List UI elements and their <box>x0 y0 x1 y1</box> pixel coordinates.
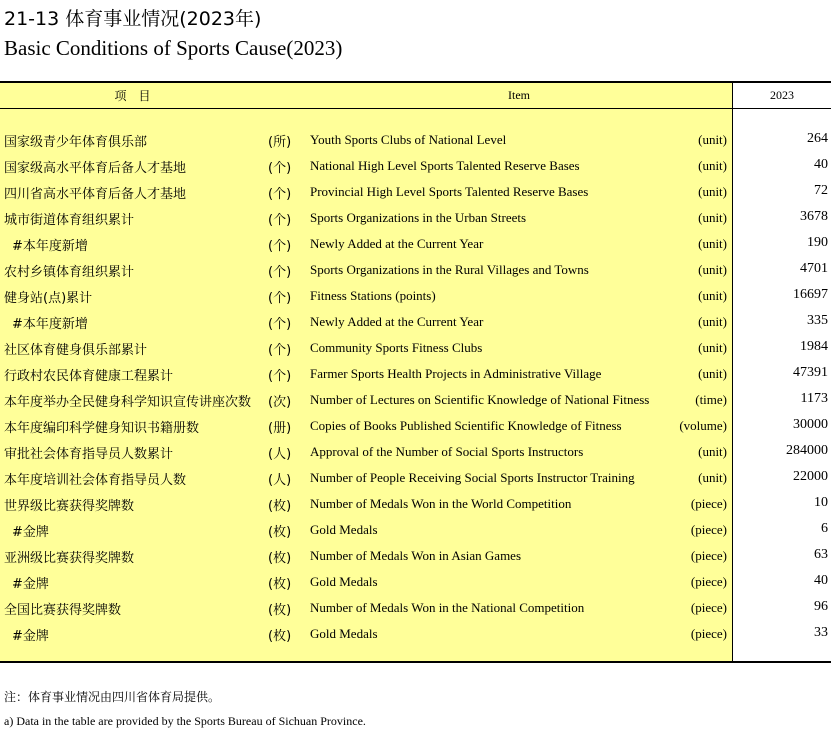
unit-cn: (所) <box>268 135 292 150</box>
item-name-cn: 社区体育健身俱乐部累计 <box>4 343 148 358</box>
unit-en: (piece) <box>690 522 727 537</box>
item-name-cn: 审批社会体育指导员人数累计 <box>4 447 174 462</box>
value-2023: 1173 <box>800 391 828 406</box>
item-name-cn: 城市街道体育组织累计 <box>4 213 135 228</box>
value-2023: 63 <box>814 547 828 562</box>
value-2023: 72 <box>814 183 828 198</box>
value-2023: 284000 <box>786 443 828 458</box>
unit-cn: (枚) <box>268 499 292 514</box>
item-name-cn: 亚洲级比赛获得奖牌数 <box>4 551 135 566</box>
unit-en: (unit) <box>698 366 727 381</box>
unit-en: (time) <box>695 392 727 407</box>
value-2023: 6 <box>821 521 828 536</box>
table-row <box>0 360 831 386</box>
unit-en: (piece) <box>690 548 727 563</box>
item-name-en: Gold Medals <box>310 574 378 589</box>
unit-en: (unit) <box>698 262 727 277</box>
item-name-en: Number of Medals Won in the National Competition <box>310 600 585 615</box>
table-row <box>0 438 831 464</box>
value-2023: 47391 <box>793 365 828 380</box>
table-row <box>0 568 831 594</box>
unit-cn: (册) <box>268 421 292 436</box>
item-name-en: Copies of Books Published Scientific Knowledge of Fitness <box>310 418 622 433</box>
item-name-en: Community Sports Fitness Clubs <box>310 340 483 355</box>
table-row <box>0 126 831 152</box>
item-name-cn: 四川省高水平体育后备人才基地 <box>4 187 187 202</box>
item-name-en: Farmer Sports Health Projects in Administrative Village <box>310 366 602 381</box>
unit-cn: (个) <box>268 239 292 254</box>
item-name-cn: #本年度新增 <box>12 317 88 332</box>
table-row <box>0 282 831 308</box>
unit-en: (volume) <box>679 418 727 433</box>
item-name-en: Gold Medals <box>310 522 378 537</box>
unit-en: (unit) <box>698 288 727 303</box>
item-name-cn: 本年度举办全民健身科学知识宣传讲座次数 <box>4 395 252 410</box>
item-name-en: Sports Organizations in the Urban Streets <box>310 210 527 225</box>
value-2023: 190 <box>807 235 828 250</box>
item-name-en: Sports Organizations in the Rural Villages and Towns <box>310 262 589 277</box>
item-name-en: Newly Added at the Current Year <box>310 236 484 251</box>
page-title-en: Basic Conditions of Sports Cause(2023) <box>4 36 343 60</box>
item-name-cn: #金牌 <box>12 577 49 592</box>
page-title-cn: 21-13 体育事业情况(2023年) <box>4 8 262 30</box>
unit-cn: (次) <box>268 395 292 410</box>
value-2023: 16697 <box>793 287 828 302</box>
unit-en: (piece) <box>690 496 727 511</box>
header-year: 2023 <box>770 88 794 102</box>
table-bottom-rule <box>0 661 831 663</box>
item-name-cn: 本年度编印科学健身知识书籍册数 <box>4 421 200 436</box>
table-header-rule <box>0 108 831 109</box>
unit-cn: (枚) <box>268 525 292 540</box>
unit-cn: (人) <box>268 473 292 488</box>
unit-en: (unit) <box>698 132 727 147</box>
unit-en: (piece) <box>690 600 727 615</box>
value-2023: 22000 <box>793 469 828 484</box>
footnote-cn: 注：体育事业情况由四川省体育局提供。 <box>4 690 221 704</box>
table-row <box>0 256 831 282</box>
item-name-en: Number of Lectures on Scientific Knowledge of National Fitness <box>310 392 650 407</box>
header-item-en: Item <box>508 88 530 102</box>
table-row <box>0 542 831 568</box>
table-row <box>0 594 831 620</box>
item-name-cn: #金牌 <box>12 629 49 644</box>
unit-en: (unit) <box>698 314 727 329</box>
item-name-en: National High Level Sports Talented Reserve Bases <box>310 158 580 173</box>
item-name-en: Number of Medals Won in Asian Games <box>310 548 522 563</box>
value-2023: 1984 <box>800 339 828 354</box>
table-row <box>0 152 831 178</box>
table-row <box>0 516 831 542</box>
item-name-cn: 本年度培训社会体育指导员人数 <box>4 473 187 488</box>
unit-cn: (个) <box>268 291 292 306</box>
header-item-cn: 项 目 <box>114 89 151 103</box>
unit-cn: (个) <box>268 265 292 280</box>
unit-cn: (枚) <box>268 603 292 618</box>
unit-cn: (人) <box>268 447 292 462</box>
unit-en: (unit) <box>698 210 727 225</box>
unit-cn: (枚) <box>268 551 292 566</box>
table-row <box>0 308 831 334</box>
value-2023: 10 <box>814 495 828 510</box>
value-2023: 40 <box>814 157 828 172</box>
table-top-rule <box>0 81 831 83</box>
table-row <box>0 620 831 646</box>
item-name-cn: 全国比赛获得奖牌数 <box>4 603 122 618</box>
unit-en: (unit) <box>698 340 727 355</box>
item-name-cn: #本年度新增 <box>12 239 88 254</box>
unit-en: (piece) <box>690 626 727 641</box>
value-2023: 33 <box>814 625 828 640</box>
item-name-cn: 行政村农民体育健康工程累计 <box>4 369 174 384</box>
unit-en: (unit) <box>698 184 727 199</box>
table-row <box>0 412 831 438</box>
unit-cn: (枚) <box>268 577 292 592</box>
item-name-en: Newly Added at the Current Year <box>310 314 484 329</box>
item-name-en: Number of Medals Won in the World Competition <box>310 496 572 511</box>
item-name-cn: 世界级比赛获得奖牌数 <box>4 499 135 514</box>
value-2023: 4701 <box>800 261 828 276</box>
item-name-en: Provincial High Level Sports Talented Reserve Bases <box>310 184 589 199</box>
unit-cn: (个) <box>268 161 292 176</box>
item-name-en: Gold Medals <box>310 626 378 641</box>
table-row <box>0 178 831 204</box>
unit-en: (unit) <box>698 158 727 173</box>
item-name-en: Fitness Stations (points) <box>310 288 436 303</box>
statistics-table <box>0 81 831 663</box>
unit-en: (unit) <box>698 470 727 485</box>
unit-cn: (个) <box>268 343 292 358</box>
value-2023: 40 <box>814 573 828 588</box>
item-name-cn: 农村乡镇体育组织累计 <box>4 265 135 280</box>
table-row <box>0 230 831 256</box>
table-row <box>0 464 831 490</box>
unit-cn: (个) <box>268 187 292 202</box>
value-2023: 96 <box>814 599 828 614</box>
item-name-cn: 国家级青少年体育俱乐部 <box>4 135 148 150</box>
unit-en: (unit) <box>698 236 727 251</box>
value-2023: 3678 <box>800 209 828 224</box>
value-2023: 264 <box>807 131 828 146</box>
table-row <box>0 386 831 412</box>
table-row <box>0 204 831 230</box>
item-name-en: Youth Sports Clubs of National Level <box>310 132 507 147</box>
value-2023: 30000 <box>793 417 828 432</box>
table-row <box>0 334 831 360</box>
item-name-en: Number of People Receiving Social Sports Instructor Training <box>310 470 635 485</box>
table-row <box>0 490 831 516</box>
unit-en: (piece) <box>690 574 727 589</box>
value-2023: 335 <box>807 313 828 328</box>
unit-cn: (个) <box>268 369 292 384</box>
item-name-cn: #金牌 <box>12 525 49 540</box>
unit-cn: (个) <box>268 213 292 228</box>
unit-cn: (枚) <box>268 629 292 644</box>
unit-cn: (个) <box>268 317 292 332</box>
item-name-en: Approval of the Number of Social Sports Instructors <box>310 444 584 459</box>
unit-en: (unit) <box>698 444 727 459</box>
item-name-cn: 健身站(点)累计 <box>4 291 93 306</box>
item-name-cn: 国家级高水平体育后备人才基地 <box>4 161 187 176</box>
footnote-en: a) Data in the table are provided by the Sports Bureau of Sichuan Province. <box>4 714 366 728</box>
